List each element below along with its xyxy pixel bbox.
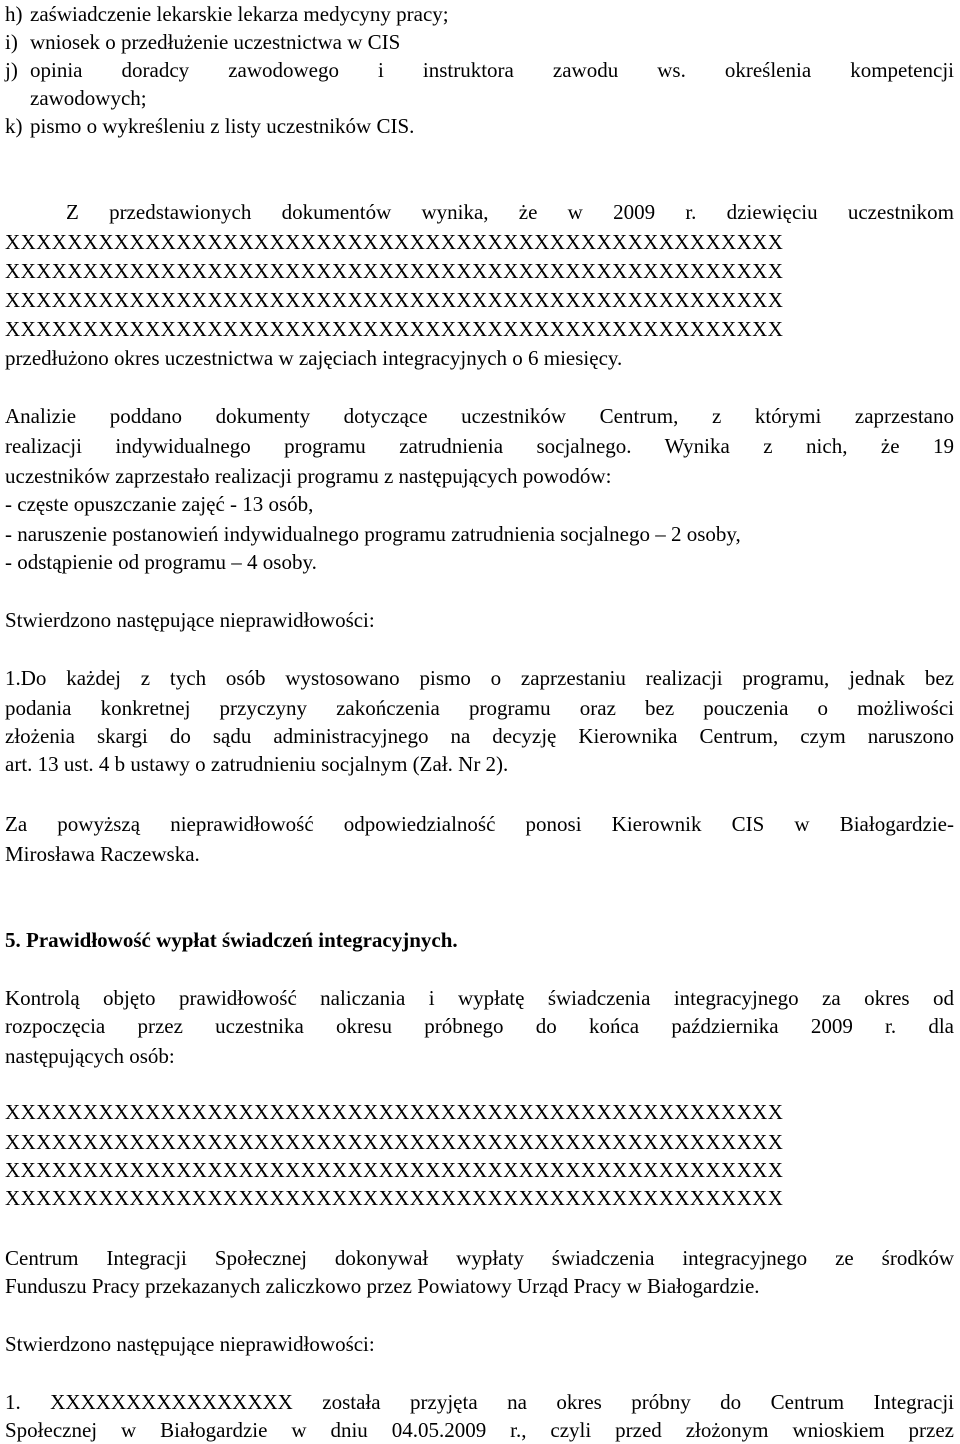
list-item-i [5,28,954,56]
list-marker: h) [5,2,23,26]
paragraph-line: następujących osób: [5,1044,175,1068]
paragraph-line: Społecznej w Białogardzie w dniu 04.05.2009 r., czyli przed złożonym wnioskiem przez [5,1418,954,1442]
list-marker: i) [5,30,18,54]
redacted-line: XXXXXXXXXXXXXXXXXXXXXXXXXXXXXXXXXXXXXXXXXXXXXXXXXX [5,1186,784,1210]
paragraph-line: Centrum Integracji Społecznej dokonywał wypłaty świadczenia integracyjnego ze środków [5,1246,954,1270]
paragraph-line: 1.Do każdej z tych osób wystosowano pismo o zaprzestaniu realizacji programu, jednak bez [5,666,954,690]
redacted-line: XXXXXXXXXXXXXXXXXXXXXXXXXXXXXXXXXXXXXXXXXXXXXXXXXX [5,1158,784,1182]
paragraph-line: Mirosława Raczewska. [5,842,200,866]
paragraph-line: art. 13 ust. 4 b ustawy o zatrudnieniu socjalnym (Zał. Nr 2). [5,752,509,776]
list-item-text: wniosek o przedłużenie uczestnictwa w CIS [30,30,401,54]
redacted-line: XXXXXXXXXXXXXXXXXXXXXXXXXXXXXXXXXXXXXXXXXXXXXXXXXX [5,288,784,312]
list-marker: j) [5,58,18,82]
paragraph-line: przedłużono okres uczestnictwa w zajęciach integracyjnych o 6 miesięcy. [5,346,623,370]
list-item-j-continuation: zawodowych; [30,86,147,110]
list-item-text: opinia doradcy zawodowego i instruktora zawodu ws. określenia kompetencji [30,58,954,82]
list-item-text: pismo o wykreśleniu z listy uczestników CIS. [30,114,415,138]
list-item-h [5,0,954,28]
paragraph-line: złożenia skargi do sądu administracyjnego na decyzję Kierownika Centrum, czym naruszono [5,724,954,748]
section-heading: 5. Prawidłowość wypłat świadczeń integracyjnych. [5,928,458,952]
section-label: Stwierdzono następujące nieprawidłowości: [5,608,375,632]
paragraph-line: realizacji indywidualnego programu zatrudnienia socjalnego. Wynika z nich, że 19 [5,434,954,458]
paragraph-line: uczestników zaprzestało realizacji programu z następujących powodów: [5,464,612,488]
paragraph-line: Funduszu Pracy przekazanych zaliczkowo przez Powiatowy Urząd Pracy w Białogardzie. [5,1274,760,1298]
redacted-line: XXXXXXXXXXXXXXXXXXXXXXXXXXXXXXXXXXXXXXXXXXXXXXXXXX [5,1130,784,1154]
paragraph-line: podania konkretnej przyczyny zakończenia programu oraz bez pouczenia o możliwości [5,696,954,720]
list-marker: k) [5,114,23,138]
list-item-k [5,112,954,140]
redacted-line: XXXXXXXXXXXXXXXXXXXXXXXXXXXXXXXXXXXXXXXXXXXXXXXXXX [5,317,784,341]
paragraph-line: Kontrolą objęto prawidłowość naliczania i wypłatę świadczenia integracyjnego za okres od [5,986,954,1010]
redacted-line: XXXXXXXXXXXXXXXXXXXXXXXXXXXXXXXXXXXXXXXXXXXXXXXXXX [5,259,784,283]
paragraph-line: Za powyższą nieprawidłowość odpowiedzialność ponosi Kierownik CIS w Białogardzie- [5,812,954,836]
reason-item: - naruszenie postanowień indywidualnego programu zatrudnienia socjalnego – 2 osoby, [5,522,741,546]
paragraph-line: Analizie poddano dokumenty dotyczące uczestników Centrum, z którymi zaprzestano [5,404,954,428]
paragraph-line: rozpoczęcia przez uczestnika okresu próbnego do końca października 2009 r. dla [5,1014,954,1038]
list-item-j [5,56,954,84]
reason-item: - odstąpienie od programu – 4 osoby. [5,550,317,574]
list-item-text: zaświadczenie lekarskie lekarza medycyny pracy; [30,2,449,26]
redacted-line: XXXXXXXXXXXXXXXXXXXXXXXXXXXXXXXXXXXXXXXXXXXXXXXXXX [5,1100,784,1124]
paragraph-line: Z przedstawionych dokumentów wynika, że w 2009 r. dziewięciu uczestnikom [66,200,954,224]
paragraph-line: 1. XXXXXXXXXXXXXXXX została przyjęta na okres próbny do Centrum Integracji [5,1390,954,1414]
redacted-line: XXXXXXXXXXXXXXXXXXXXXXXXXXXXXXXXXXXXXXXXXXXXXXXXXX [5,230,784,254]
section-label: Stwierdzono następujące nieprawidłowości: [5,1332,375,1356]
reason-item: - częste opuszczanie zajęć - 13 osób, [5,492,314,516]
